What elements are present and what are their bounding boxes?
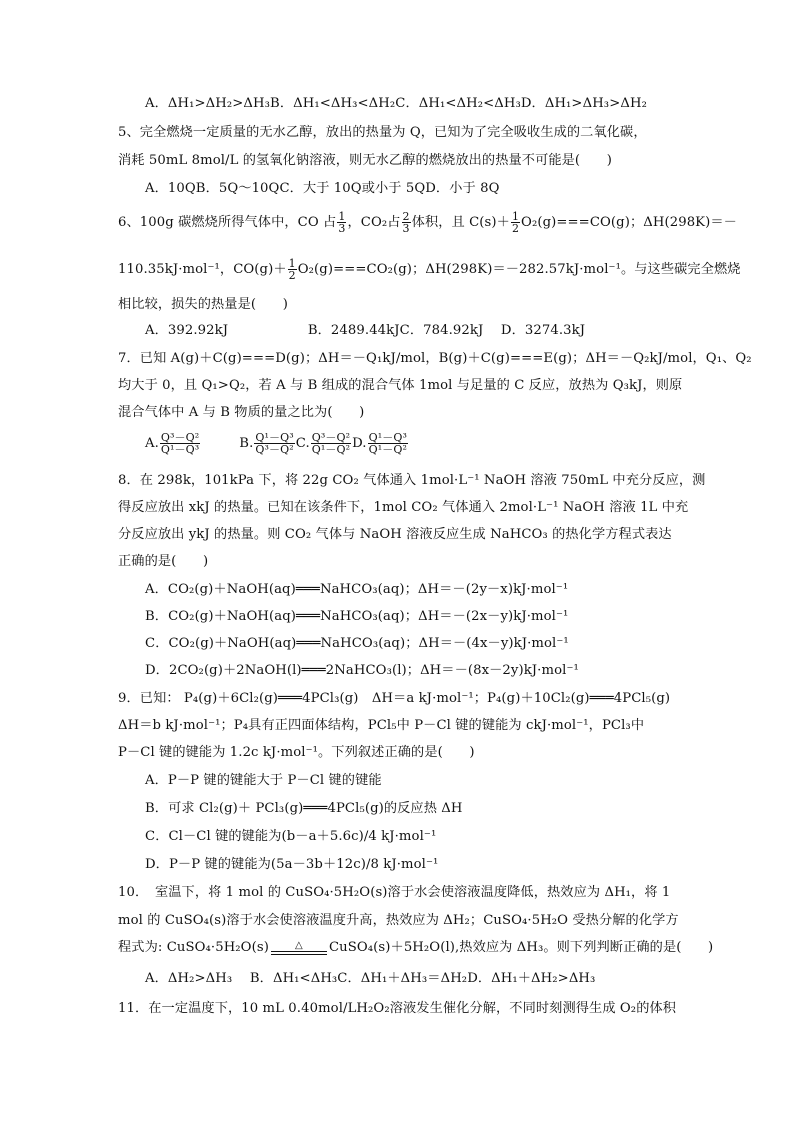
q8-option-d: D．2CO₂(g)＋2NaOH(l)═══2NaHCO₃(l)；ΔH＝－(8x－2y)kJ·mol⁻¹	[145, 663, 579, 678]
q6-fraction-2	[402, 211, 411, 234]
q8-line-4: 正确的是( )	[118, 554, 209, 569]
q6-text-c: 体积，且 C(s)＋	[411, 215, 510, 230]
q11-line-1: 11．在一定温度下，10 mL 0.40mol/LH₂O₂溶液发生催化分解，不同时刻测得生成 O₂的体积	[118, 1001, 677, 1016]
q7-option-c-fraction	[311, 432, 351, 455]
q10-options: A．ΔH₂>ΔH₃ B．ΔH₁<ΔH₃C．ΔH₁＋ΔH₃＝ΔH₂D．ΔH₁＋ΔH₂>ΔH₃	[145, 971, 596, 986]
q8-option-c: C．CO₂(g)＋NaOH(aq)═══NaHCO₃(aq)；ΔH＝－(4x－y)kJ·mol⁻¹	[145, 636, 569, 651]
q7-option-d-label: D.	[352, 436, 367, 451]
q10-text-b: CuSO₄(s)＋5H₂O(l),热效应为 ΔH₃。则下列判断正确的是( )	[328, 940, 714, 955]
q5-line-1: 5、完全燃烧一定质量的无水乙醇，放出的热量为 Q，已知为了完全吸收生成的二氧化碳，	[118, 125, 647, 140]
q6-line-2	[118, 255, 741, 285]
fraction-denominator: 2	[511, 222, 520, 235]
q6-text-e: 110.35kJ·mol⁻¹，CO(g)＋	[118, 262, 287, 277]
q4-options: A．ΔH₁>ΔH₂>ΔH₃B．ΔH₁<ΔH₃<ΔH₂C．ΔH₁<ΔH₂<ΔH₃D．ΔH₁>ΔH₃>ΔH₂	[145, 96, 647, 111]
fraction-denominator: 3	[338, 222, 346, 235]
q10-line-3	[118, 934, 713, 962]
q8-line-2: 得反应放出 xkJ 的热量。已知在该条件下，1mol CO₂ 气体通入 2mol·L⁻¹ NaOH 溶液 1L 中充	[118, 500, 689, 515]
delta-symbol: △	[295, 939, 303, 951]
fraction-denominator: Q¹－Q³	[160, 443, 200, 456]
q9-option-d: D．P－P 键的键能为(5a－3b＋12c)/8 kJ·mol⁻¹	[145, 857, 439, 872]
q7-option-b-fraction	[254, 432, 294, 455]
q6-fraction-1	[337, 211, 346, 234]
q8-option-a: A．CO₂(g)＋NaOH(aq)═══NaHCO₃(aq)；ΔH＝－(2y－x)kJ·mol⁻¹	[145, 582, 569, 597]
q7-option-c-label: C.	[295, 436, 310, 451]
q10-text-a: 程式为: CuSO₄·5H₂O(s)	[118, 940, 269, 955]
q7-line-3: 混合气体中 A 与 B 物质的量之比为( )	[118, 405, 365, 420]
q7-option-a-label: A.	[145, 436, 159, 451]
fraction-denominator: 3	[402, 222, 410, 235]
q10-line-2: mol 的 CuSO₄(s)溶于水会使溶液温度升高，热效应为 ΔH₂；CuSO₄·5H₂O 受热分解的化学方	[118, 913, 679, 928]
fraction-denominator: Q³－Q²	[255, 443, 294, 456]
fraction-numerator: Q¹－Q³	[255, 431, 294, 444]
fraction-numerator: Q³－Q²	[311, 431, 351, 444]
fraction-numerator: Q¹－Q³	[368, 431, 407, 444]
fraction-denominator: 2	[288, 269, 296, 282]
q7-line-1: 7．已知 A(g)＋C(g)===D(g)；ΔH＝－Q₁kJ/mol，B(g)＋C(g)===E(g)；ΔH＝－Q₂kJ/mol，Q₁、Q₂	[118, 351, 752, 366]
q7-options	[145, 430, 409, 458]
fraction-numerator: 1	[338, 210, 346, 223]
fraction-denominator: Q¹－Q²	[311, 443, 351, 456]
heating-arrow-icon	[271, 941, 327, 955]
fraction-numerator: 1	[288, 257, 296, 270]
q9-line-2: ΔH＝b kJ·mol⁻¹；P₄具有正四面体结构，PCl₅中 P－Cl 键的键能为 ckJ·mol⁻¹，PCl₃中	[118, 718, 645, 733]
q9-option-a: A．P－P 键的键能大于 P－Cl 键的键能	[145, 773, 382, 788]
q9-line-1: 9．已知： P₄(g)＋6Cl₂(g)═══4PCl₃(g) ΔH＝a kJ·mol⁻¹；P₄(g)＋10Cl₂(g)═══4PCl₅(g)	[118, 691, 671, 706]
q8-line-1: 8．在 298k，101kPa 下，将 22g CO₂ 气体通入 1mol·L⁻¹ NaOH 溶液 750mL 中充分反应，测	[118, 473, 706, 488]
q6-text-f: O₂(g)===CO₂(g)；ΔH(298K)＝－282.57kJ·mol⁻¹。与这些碳完全燃烧	[297, 262, 741, 277]
q9-option-b: B．可求 Cl₂(g)＋ PCl₃(g)═══4PCl₅(g)的反应热 ΔH	[145, 801, 463, 816]
q8-option-b: B．CO₂(g)＋NaOH(aq)═══NaHCO₃(aq)；ΔH＝－(2x－y)kJ·mol⁻¹	[145, 609, 569, 624]
fraction-numerator: 2	[402, 210, 410, 223]
q6-fraction-4	[288, 258, 297, 281]
q9-line-3: P－Cl 键的键能为 1.2c kJ·mol⁻¹。下列叙述正确的是( )	[118, 745, 475, 760]
q7-option-b-label: B.	[239, 436, 254, 451]
q7-line-2: 均大于 0，且 Q₁>Q₂，若 A 与 B 组成的混合气体 1mol 与足量的 C 反应，放热为 Q₃kJ，则原	[118, 378, 683, 393]
q6-options: A．392.92kJ B．2489.44kJC．784.92kJ D．3274.3kJ	[145, 323, 586, 338]
fraction-denominator: Q¹－Q²	[368, 443, 407, 456]
q7-option-a-fraction	[160, 432, 200, 455]
q10-line-1: 10． 室温下，将 1 mol 的 CuSO₄·5H₂O(s)溶于水会使溶液温度降低，热效应为 ΔH₁，将 1	[118, 885, 671, 900]
q5-options: A．10QB．5Q～10QC．大于 10Q或小于 5QD．小于 8Q	[145, 181, 500, 196]
q7-option-d-fraction	[368, 432, 408, 455]
q8-line-3: 分反应放出 ykJ 的热量。则 CO₂ 气体与 NaOH 溶液反应生成 NaHCO₃ 的热化学方程式表达	[118, 527, 672, 542]
q6-text-a: 6、100g 碳燃烧所得气体中，CO 占	[118, 215, 337, 230]
fraction-numerator: 1	[511, 210, 520, 223]
fraction-numerator: Q³－Q²	[160, 431, 200, 444]
q6-fraction-3	[511, 211, 520, 234]
q6-text-d: O₂(g)===CO(g)；ΔH(298K)＝－	[521, 215, 737, 230]
q5-line-2: 消耗 50mL 8mol/L 的氢氧化钠溶液，则无水乙醇的燃烧放出的热量不可能是( )	[118, 153, 612, 168]
q6-text-b: ，CO₂占	[347, 215, 401, 230]
double-line	[271, 951, 327, 955]
q6-line-3: 相比较，损失的热量是( )	[118, 297, 288, 312]
q9-option-c: C．Cl－Cl 键的键能为(b－a＋5.6c)/4 kJ·mol⁻¹	[145, 829, 437, 844]
q6-line-1	[118, 208, 737, 238]
